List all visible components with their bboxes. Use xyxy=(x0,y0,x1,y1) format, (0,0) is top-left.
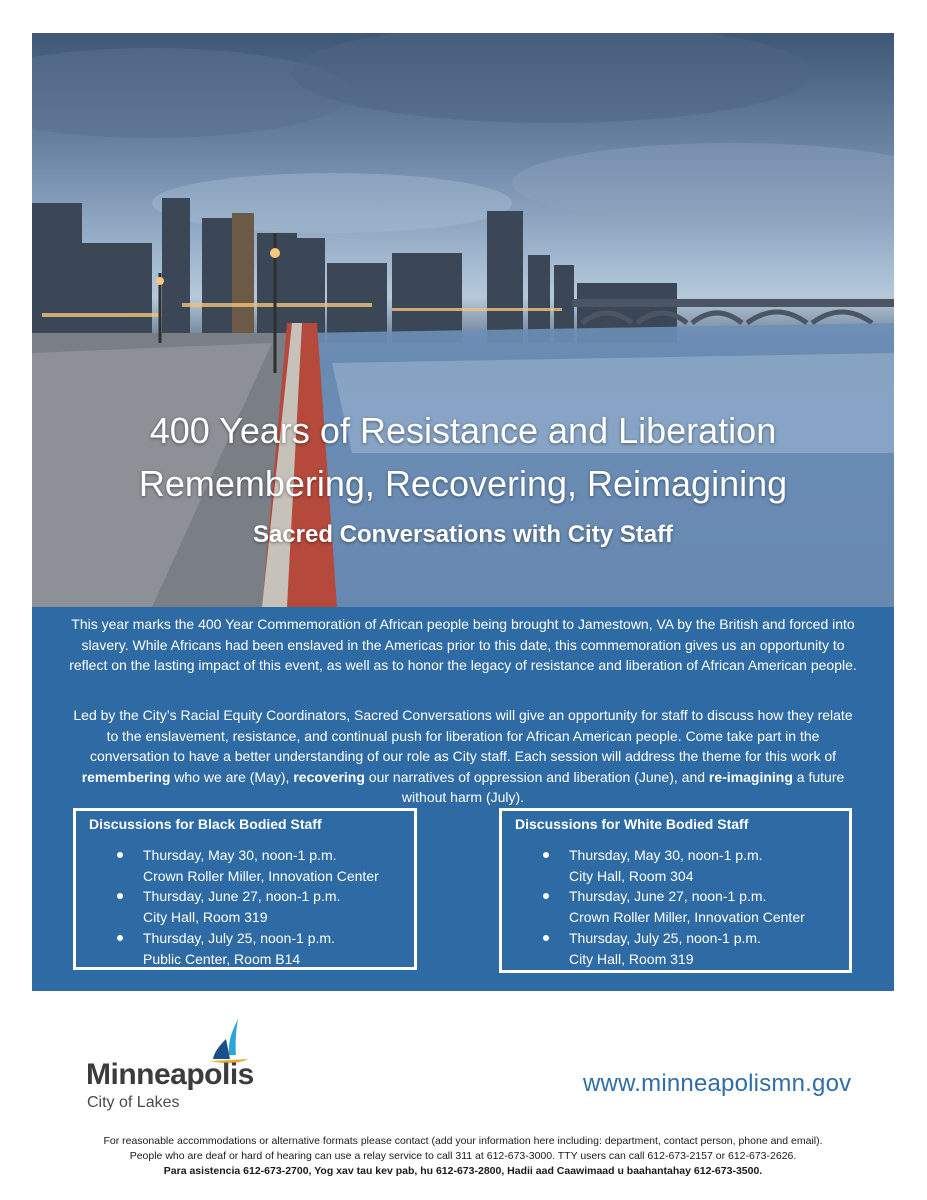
footer-accommodations: For reasonable accommodations or alternative formats please contact (add your information here including: department, contact person, phone and email). xyxy=(103,1135,823,1147)
footer-language-assistance: Para asistencia 612-673-2700, Yog xav tau kev pab, hu 612-673-2800, Hadii aad Caawimaad u baahantahay 612-673-3500. xyxy=(163,1165,763,1177)
hero-photo xyxy=(32,33,894,607)
description-text: a future without harm (July). xyxy=(401,768,845,805)
event-subtitle: Sacred Conversations with City Staff xyxy=(252,521,674,548)
session-location: Crown Roller Miller, Innovation Center xyxy=(569,909,805,926)
website-link[interactable]: www.minneapolismn.gov xyxy=(583,1070,852,1097)
info-panel xyxy=(32,607,894,991)
bullet-icon xyxy=(117,852,123,858)
session-item xyxy=(76,845,379,886)
logo-tagline: City of Lakes xyxy=(87,1094,180,1111)
event-title-line2: Remembering, Recovering, Reimagining xyxy=(138,463,788,504)
bullet-icon xyxy=(543,893,549,899)
session-location: City Hall, Room 319 xyxy=(569,950,694,967)
session-item xyxy=(76,928,379,969)
session-date: Thursday, June 27, noon-1 p.m. xyxy=(143,888,341,905)
session-date: Thursday, May 30, noon-1 p.m. xyxy=(569,847,763,863)
white-staff-sessions-box xyxy=(499,808,852,973)
session-location: Crown Roller Miller, Innovation Center xyxy=(143,867,379,884)
session-date: Thursday, June 27, noon-1 p.m. xyxy=(569,888,767,905)
session-date: Thursday, July 25, noon-1 p.m. xyxy=(569,929,761,946)
session-item xyxy=(502,886,805,927)
session-location: Public Center, Room B14 xyxy=(143,950,301,967)
black-staff-sessions-title: Discussions for Black Bodied Staff xyxy=(89,816,322,832)
description-text: our narratives of oppression and liberation (June), and xyxy=(364,768,709,785)
session-location: City Hall, Room 319 xyxy=(143,909,268,926)
keyword-reimagining: re-imagining xyxy=(708,768,793,785)
description-text: who we are (May), xyxy=(170,768,294,785)
black-staff-sessions-box xyxy=(73,808,417,970)
bullet-icon xyxy=(543,852,549,858)
white-staff-session-list xyxy=(502,845,805,969)
description-text: Led by the City’s Racial Equity Coordinators, Sacred Conversations will give an opportunity for staff to discuss how they relate to the enslavement, resistance, and continual push for liberation for African American people. Come take part in the conversation to have a better understanding of our role as City staff. Each session will address the theme for this work of xyxy=(73,707,853,764)
keyword-remembering: remembering xyxy=(81,768,171,785)
white-staff-sessions-title: Discussions for White Bodied Staff xyxy=(515,816,749,832)
event-title-line1: 400 Years of Resistance and Liberation xyxy=(149,410,777,451)
session-item xyxy=(502,845,805,886)
session-item xyxy=(502,928,805,969)
black-staff-session-list xyxy=(76,845,379,969)
bullet-icon xyxy=(543,935,549,941)
session-date: Thursday, May 30, noon-1 p.m. xyxy=(143,847,337,863)
bullet-icon xyxy=(117,935,123,941)
session-location: City Hall, Room 304 xyxy=(569,867,694,884)
footer-relay-service: People who are deaf or hard of hearing can use a relay service to call 311 at 612-673-3000. TTY users can call 612-673-2157 or 612-673-2626. xyxy=(129,1150,797,1162)
bullet-icon xyxy=(117,893,123,899)
session-item xyxy=(76,886,379,927)
keyword-recovering: recovering xyxy=(293,768,365,785)
description-paragraph xyxy=(68,705,858,808)
intro-paragraph: This year marks the 400 Year Commemoration of African people being brought to Jamestown, VA by the British and forced into slavery. While Africans had been enslaved in the Americas prior to this date, this commemoration gives us an opportunity to reflect on the lasting impact of this event, as well as to honor the legacy of resistance and liberation of African American people. xyxy=(69,616,857,673)
session-date: Thursday, July 25, noon-1 p.m. xyxy=(143,929,335,946)
logo-name: Minneapolis xyxy=(86,1058,254,1091)
